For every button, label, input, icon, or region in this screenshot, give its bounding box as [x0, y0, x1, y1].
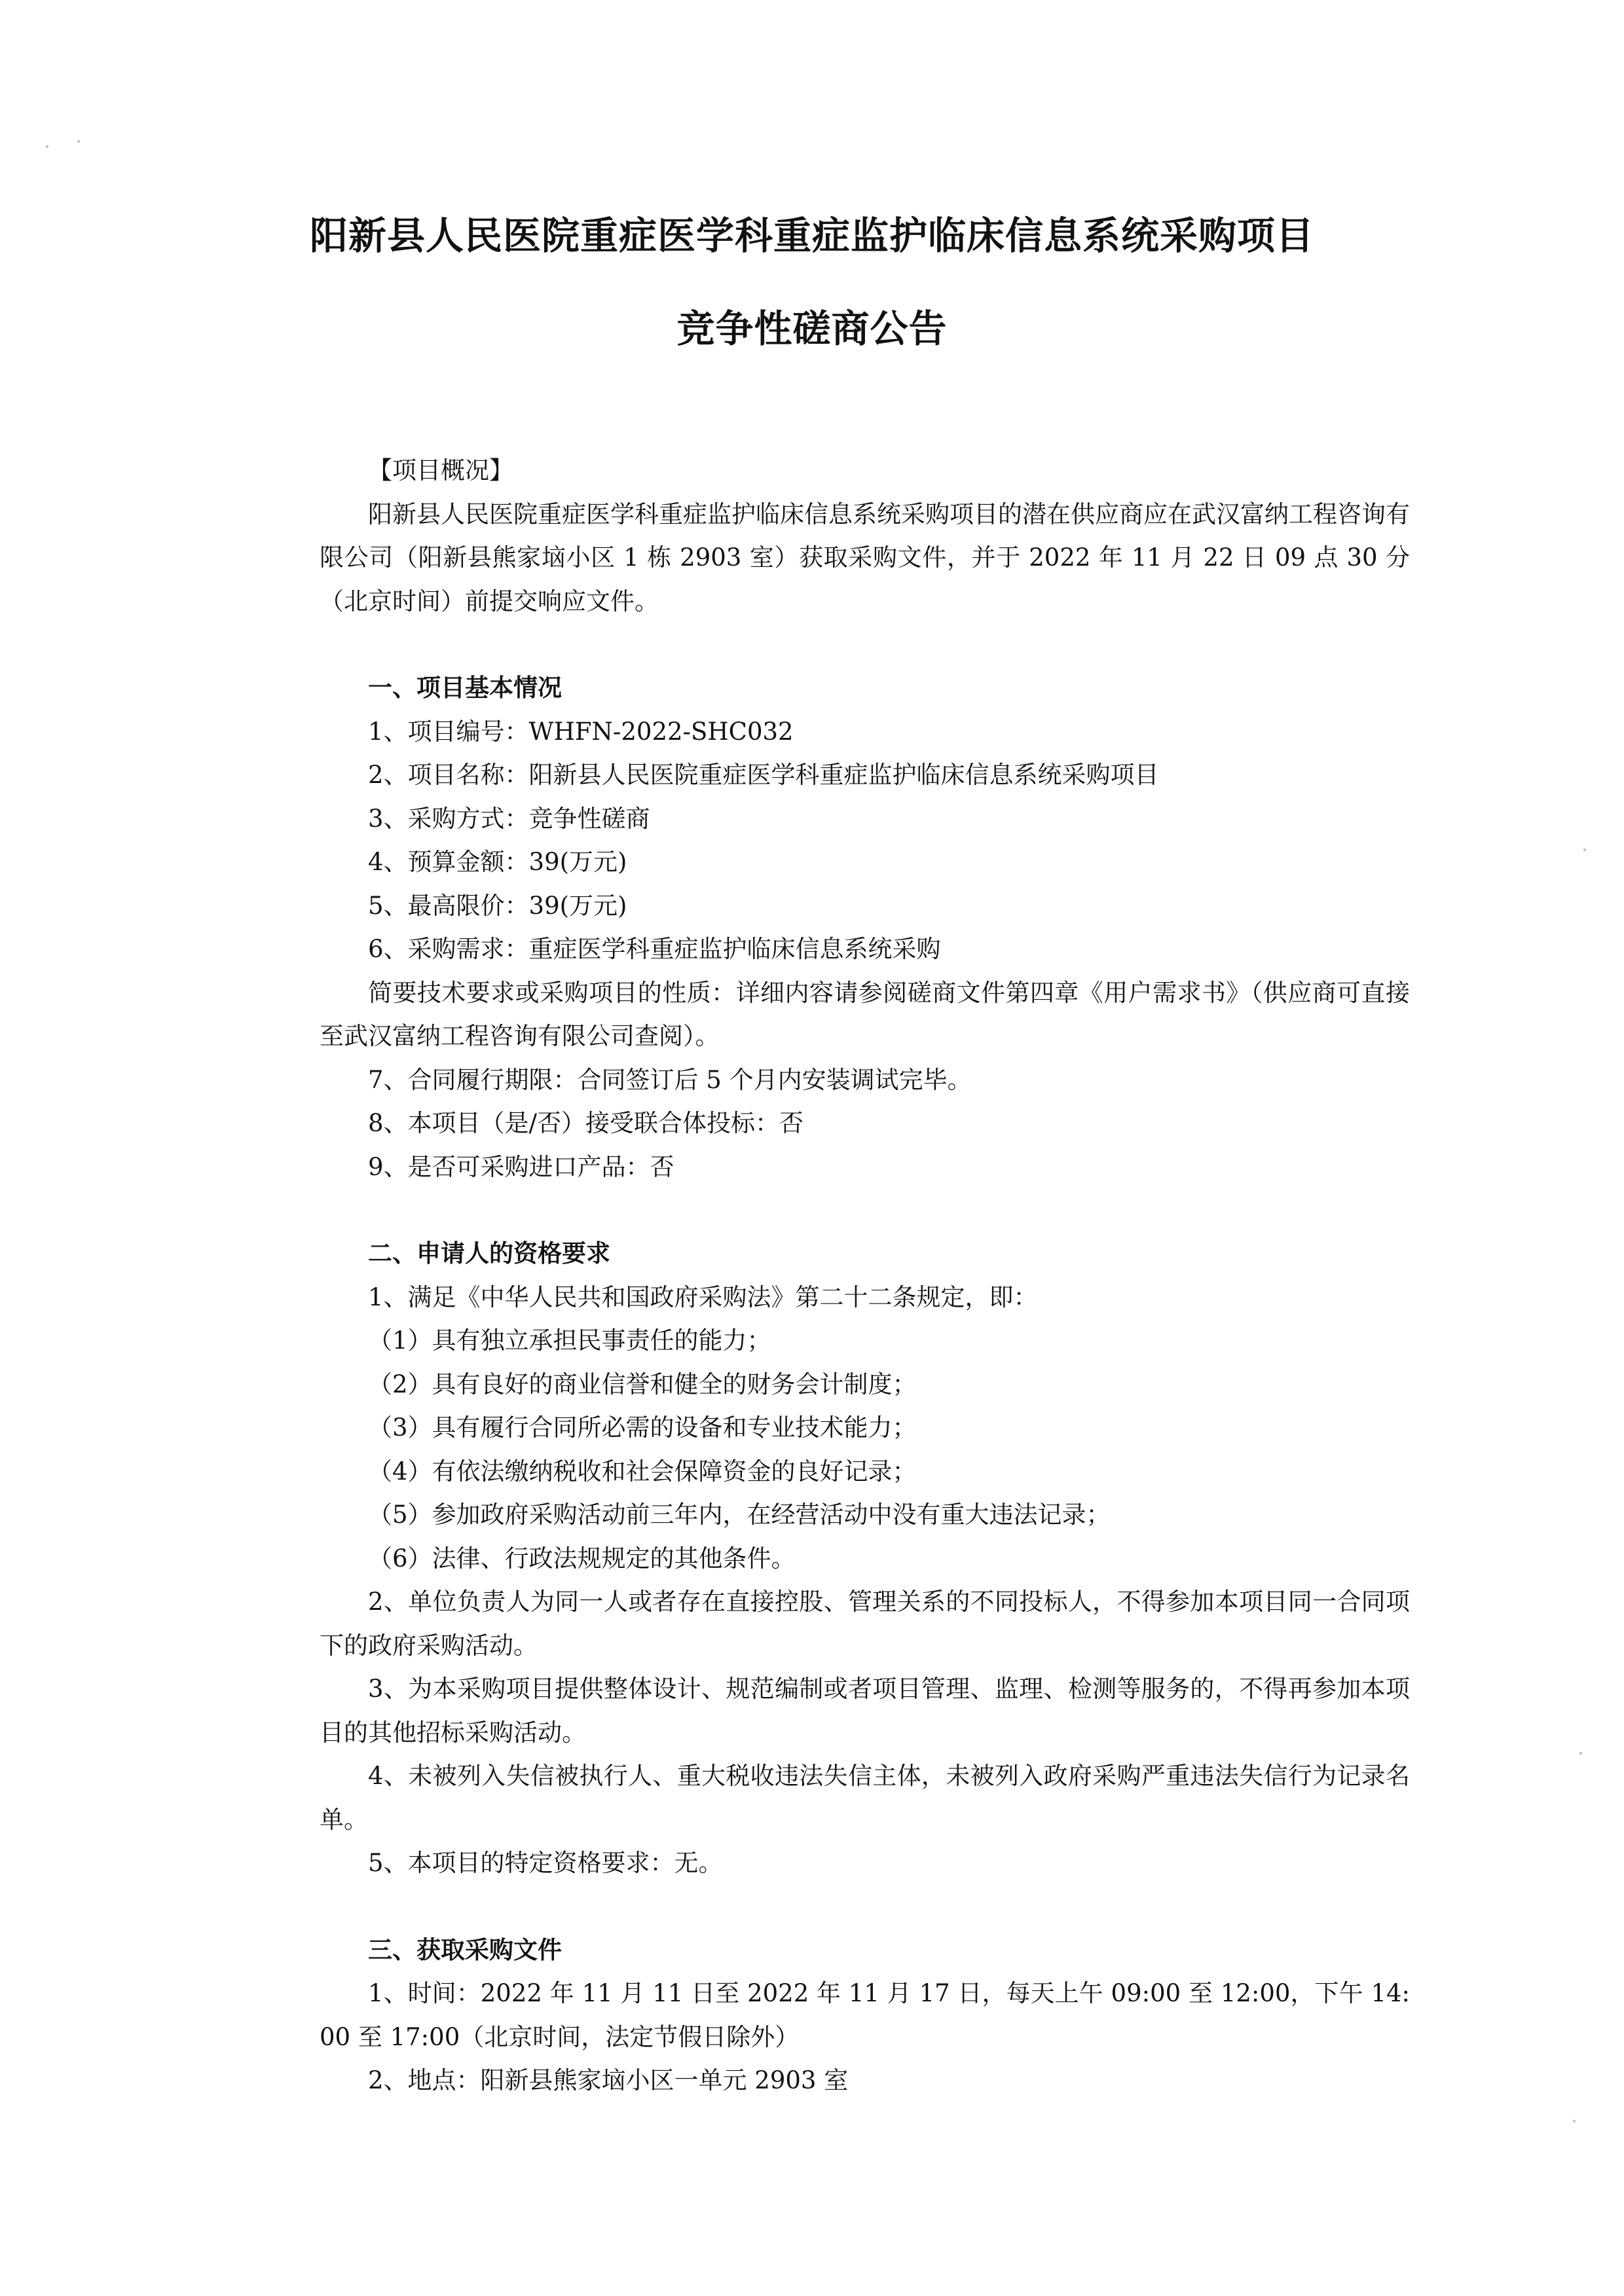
section1-item: 2、项目名称：阳新县人民医院重症医学科重症监护临床信息系统采购项目 — [368, 761, 1159, 789]
section1-item: 5、最高限价：39(万元) — [368, 891, 627, 920]
section1-item: 8、本项目（是/否）接受联合体投标：否 — [368, 1109, 804, 1137]
section2-item: （2）具有良好的商业信誉和健全的财务会计制度； — [368, 1370, 917, 1398]
section2-item: 2、单位负责人为同一人或者存在直接控股、管理关系的不同投标人，不得参加本项目同一合同项下的政府采购活动。 — [320, 1588, 1410, 1660]
section2-item: （3）具有履行合同所必需的设备和专业技术能力； — [368, 1413, 917, 1442]
scan-speck — [46, 145, 48, 148]
section-gap — [320, 623, 1410, 666]
section-gap — [320, 1886, 1410, 1929]
overview-heading: 【项目概况】 — [368, 456, 513, 484]
section1-item: 简要技术要求或采购项目的性质：详细内容请参阅磋商文件第四章《用户需求书》（供应商可直接至武汉富纳工程咨询有限公司查阅）。 — [320, 978, 1410, 1050]
section2-item: （5）参加政府采购活动前三年内，在经营活动中没有重大违法记录； — [368, 1501, 1111, 1529]
section1-item: 4、预算金额：39(万元) — [368, 848, 627, 876]
overview-text: 阳新县人民医院重症医学科重症监护临床信息系统采购项目的潜在供应商应在武汉富纳工程咨询有限公司（阳新县熊家垴小区 1 栋 2903 室）获取采购文件，并于 2022 年 11 月 22 日 09 点 30 分（北京时间）前提交响应文件。 — [320, 500, 1410, 615]
section2-item: 4、未被列入失信被执行人、重大税收违法失信主体，未被列入政府采购严重违法失信行为记录名单。 — [320, 1762, 1410, 1834]
section2-heading: 二、申请人的资格要求 — [368, 1239, 610, 1267]
scan-speck — [1583, 848, 1586, 851]
section1-item: 6、采购需求：重症医学科重症监护临床信息系统采购 — [368, 935, 941, 963]
title-line-2: 竞争性磋商公告 — [676, 306, 948, 351]
section1-item: 9、是否可采购进口产品：否 — [368, 1152, 674, 1181]
section1-item: 1、项目编号：WHFN-2022-SHC032 — [368, 717, 794, 746]
section3-heading: 三、获取采购文件 — [368, 1935, 562, 1964]
section2-item: 1、满足《中华人民共和国政府采购法》第二十二条规定，即： — [368, 1283, 1038, 1311]
scan-speck — [77, 140, 80, 143]
section1-heading: 一、项目基本情况 — [368, 674, 562, 702]
section2-item: （4）有依法缴纳税收和社会保障资金的良好记录； — [368, 1457, 917, 1485]
section-gap — [320, 1189, 1410, 1232]
document-title — [196, 208, 1428, 356]
section3-item: 1、时间：2022 年 11 月 11 日至 2022 年 11 月 17 日，每天上午 09:00 至 12:00，下午 14:00 至 17:00（北京时间，法定节假日除外） — [320, 1979, 1410, 2051]
section1-item: 3、采购方式：竞争性磋商 — [368, 804, 650, 833]
section2-item: （1）具有独立承担民事责任的能力； — [368, 1326, 771, 1355]
section2-item: 5、本项目的特定资格要求：无。 — [368, 1849, 723, 1877]
scan-speck — [1579, 1752, 1582, 1755]
document-body — [320, 449, 1410, 2103]
section1-item: 7、合同履行期限：合同签订后 5 个月内安装调试完毕。 — [368, 1065, 972, 1094]
section2-item: （6）法律、行政法规规定的其他条件。 — [368, 1544, 796, 1573]
scan-speck — [1573, 2120, 1576, 2123]
section3-item: 2、地点：阳新县熊家垴小区一单元 2903 室 — [368, 2066, 849, 2094]
section2-item: 3、为本采购项目提供整体设计、规范编制或者项目管理、监理、检测等服务的，不得再参加本项目的其他招标采购活动。 — [320, 1675, 1410, 1747]
title-line-1: 阳新县人民医院重症医学科重症监护临床信息系统采购项目 — [309, 213, 1314, 258]
